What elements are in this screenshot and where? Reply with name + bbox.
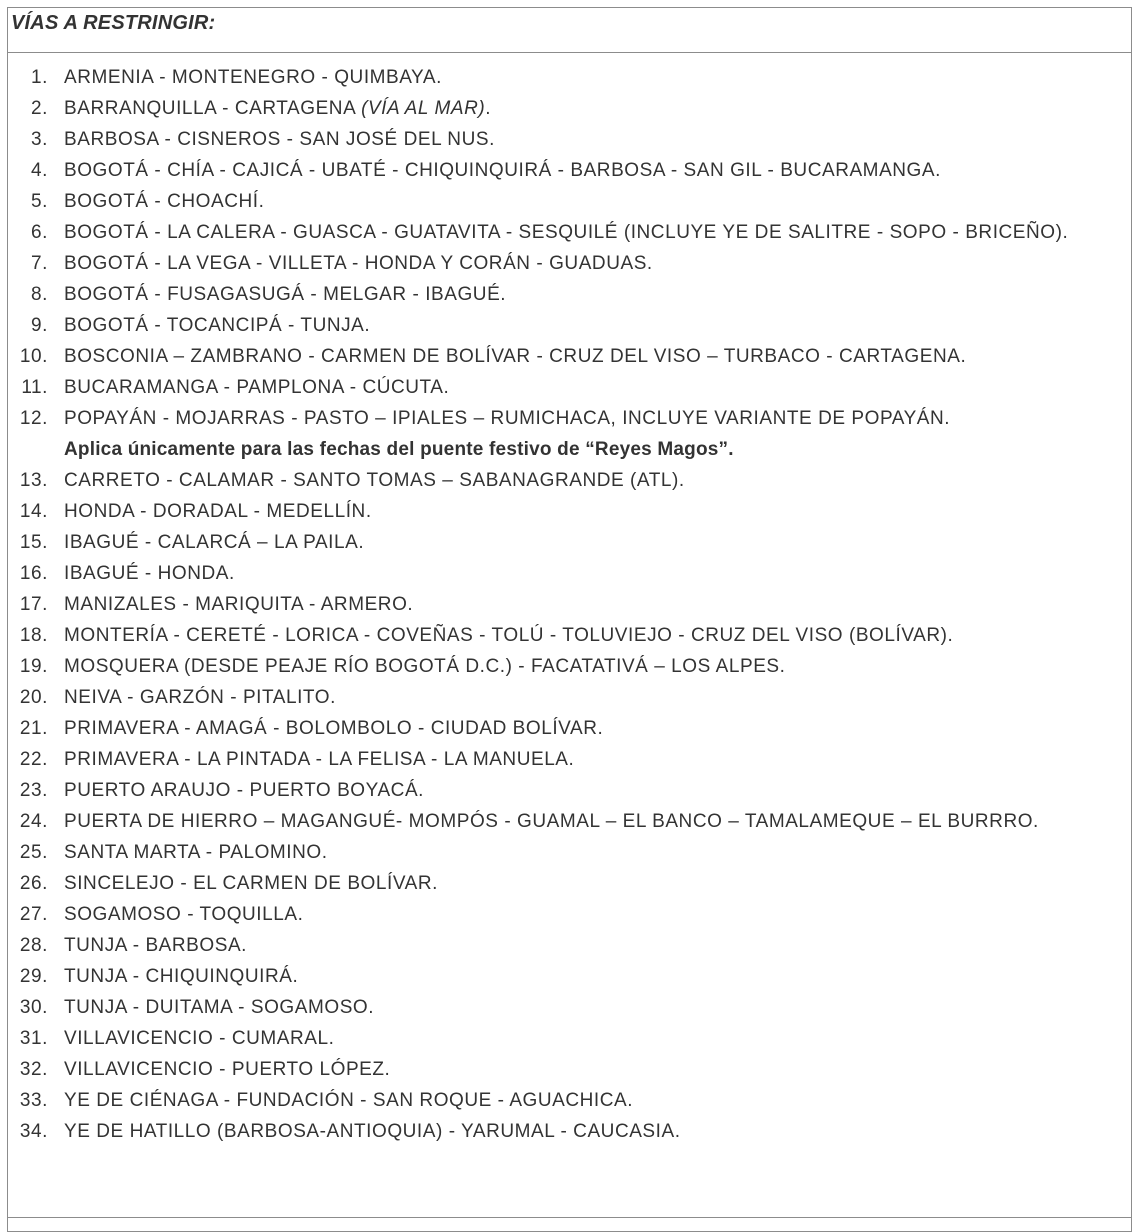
table-title: VÍAS A RESTRINGIR: — [11, 12, 216, 34]
list-item — [8, 806, 1131, 837]
list-item — [8, 620, 1131, 651]
list-item — [8, 372, 1131, 403]
route-list — [8, 62, 1131, 1147]
list-item — [8, 837, 1131, 868]
list-item — [8, 589, 1131, 620]
route-text-end: . — [485, 98, 492, 119]
route-text: VILLAVICENCIO - CUMARAL. — [64, 1028, 335, 1049]
list-item — [8, 93, 1131, 124]
route-text: PUERTO ARAUJO - PUERTO BOYACÁ. — [64, 780, 424, 801]
item-number: 3. — [31, 129, 48, 150]
item-number: 27. — [19, 904, 48, 925]
route-text: SANTA MARTA - PALOMINO. — [64, 842, 328, 863]
route-text: MONTERÍA - CERETÉ - LORICA - COVEÑAS - TOLÚ - TOLUVIEJO - CRUZ DEL VISO (BOLÍVAR). — [64, 625, 954, 646]
item-number: 34. — [19, 1121, 48, 1142]
item-number: 4. — [31, 160, 48, 181]
item-number: 19. — [19, 656, 48, 677]
route-text: NEIVA - GARZÓN - PITALITO. — [64, 687, 336, 708]
item-number: 23. — [19, 780, 48, 801]
item-number: 7. — [31, 253, 48, 274]
route-text: BUCARAMANGA - PAMPLONA - CÚCUTA. — [64, 377, 450, 398]
item-number: 31. — [19, 1028, 48, 1049]
list-item — [8, 62, 1131, 93]
item-number: 12. — [19, 408, 48, 429]
item-number: 8. — [31, 284, 48, 305]
item-number: 21. — [19, 718, 48, 739]
list-item — [8, 403, 1131, 465]
item-number: 18. — [19, 625, 48, 646]
item-number: 14. — [19, 501, 48, 522]
route-text: BOSCONIA – ZAMBRANO - CARMEN DE BOLÍVAR - CRUZ DEL VISO – TURBACO - CARTAGENA. — [64, 346, 967, 367]
list-item — [8, 279, 1131, 310]
item-number: 11. — [21, 377, 48, 398]
item-number: 30. — [19, 997, 48, 1018]
item-number: 15. — [19, 532, 48, 553]
list-item — [8, 775, 1131, 806]
route-text: SINCELEJO - EL CARMEN DE BOLÍVAR. — [64, 873, 438, 894]
table-divider — [8, 1217, 1131, 1218]
route-text: SOGAMOSO - TOQUILLA. — [64, 904, 304, 925]
item-number: 13. — [19, 470, 48, 491]
item-number: 26. — [19, 873, 48, 894]
list-item — [8, 465, 1131, 496]
route-text: BARBOSA - CISNEROS - SAN JOSÉ DEL NUS. — [64, 129, 495, 150]
list-item — [8, 496, 1131, 527]
route-text: PRIMAVERA - LA PINTADA - LA FELISA - LA MANUELA. — [64, 749, 575, 770]
item-number: 33. — [19, 1090, 48, 1111]
route-text: YE DE CIÉNAGA - FUNDACIÓN - SAN ROQUE - AGUACHICA. — [64, 1090, 634, 1111]
list-item — [8, 186, 1131, 217]
route-text: TUNJA - DUITAMA - SOGAMOSO. — [64, 997, 375, 1018]
route-text: CARRETO - CALAMAR - SANTO TOMAS – SABANAGRANDE (ATL). — [64, 470, 685, 491]
list-item — [8, 527, 1131, 558]
list-item — [8, 744, 1131, 775]
route-note: Aplica únicamente para las fechas del puente festivo de “Reyes Magos”. — [64, 439, 734, 460]
list-item — [8, 682, 1131, 713]
list-item — [8, 930, 1131, 961]
list-item — [8, 1023, 1131, 1054]
list-item — [8, 341, 1131, 372]
route-text: VILLAVICENCIO - PUERTO LÓPEZ. — [64, 1059, 391, 1080]
route-text: ARMENIA - MONTENEGRO - QUIMBAYA. — [64, 67, 442, 88]
item-number: 20. — [19, 687, 48, 708]
item-number: 5. — [31, 191, 48, 212]
route-text: PRIMAVERA - AMAGÁ - BOLOMBOLO - CIUDAD BOLÍVAR. — [64, 718, 604, 739]
item-number: 32. — [19, 1059, 48, 1080]
item-number: 17. — [19, 594, 48, 615]
list-item — [8, 155, 1131, 186]
list-item — [8, 961, 1131, 992]
route-text: BOGOTÁ - FUSAGASUGÁ - MELGAR - IBAGUÉ. — [64, 284, 507, 305]
route-text: HONDA - DORADAL - MEDELLÍN. — [64, 501, 372, 522]
item-number: 10. — [19, 346, 48, 367]
route-text: YE DE HATILLO (BARBOSA-ANTIOQUIA) - YARUMAL - CAUCASIA. — [64, 1121, 681, 1142]
list-item — [8, 1054, 1131, 1085]
list-item — [8, 1116, 1131, 1147]
route-note-italic: (VÍA AL MAR) — [361, 98, 486, 119]
item-number: 6. — [31, 222, 48, 243]
route-text: POPAYÁN - MOJARRAS - PASTO – IPIALES – RUMICHACA, INCLUYE VARIANTE DE POPAYÁN. — [64, 408, 951, 429]
route-text: BOGOTÁ - LA VEGA - VILLETA - HONDA Y CORÁN - GUADUAS. — [64, 253, 653, 274]
route-text: PUERTA DE HIERRO – MAGANGUÉ- MOMPÓS - GUAMAL – EL BANCO – TAMALAMEQUE – EL BURRRO. — [64, 811, 1039, 832]
restricted-roads-table — [7, 7, 1132, 1232]
route-text: IBAGUÉ - HONDA. — [64, 563, 235, 584]
item-number: 28. — [19, 935, 48, 956]
table-header — [8, 8, 1131, 53]
list-item — [8, 558, 1131, 589]
item-number: 2. — [31, 98, 48, 119]
list-item — [8, 899, 1131, 930]
item-number: 25. — [19, 842, 48, 863]
route-text: TUNJA - CHIQUINQUIRÁ. — [64, 966, 299, 987]
list-item — [8, 868, 1131, 899]
route-text: BOGOTÁ - CHÍA - CAJICÁ - UBATÉ - CHIQUINQUIRÁ - BARBOSA - SAN GIL - BUCARAMANGA. — [64, 160, 941, 181]
route-text: BOGOTÁ - CHOACHÍ. — [64, 191, 265, 212]
list-item — [8, 217, 1131, 248]
route-text: TUNJA - BARBOSA. — [64, 935, 248, 956]
route-text: MANIZALES - MARIQUITA - ARMERO. — [64, 594, 414, 615]
route-text: BOGOTÁ - LA CALERA - GUASCA - GUATAVITA - SESQUILÉ (INCLUYE YE DE SALITRE - SOPO - BRICEÑO). — [64, 222, 1069, 243]
item-number: 9. — [31, 315, 48, 336]
route-text: BARRANQUILLA - CARTAGENA — [64, 98, 362, 119]
list-item — [8, 651, 1131, 682]
item-number: 1. — [31, 67, 48, 88]
item-number: 22. — [19, 749, 48, 770]
item-number: 29. — [19, 966, 48, 987]
list-item — [8, 124, 1131, 155]
item-number: 16. — [19, 563, 48, 584]
list-item — [8, 310, 1131, 341]
item-number: 24. — [19, 811, 48, 832]
list-item — [8, 248, 1131, 279]
route-text: IBAGUÉ - CALARCÁ – LA PAILA. — [64, 532, 365, 553]
list-item — [8, 992, 1131, 1023]
route-text: BOGOTÁ - TOCANCIPÁ - TUNJA. — [64, 315, 371, 336]
route-text: MOSQUERA (DESDE PEAJE RÍO BOGOTÁ D.C.) - FACATATIVÁ – LOS ALPES. — [64, 656, 786, 677]
list-item — [8, 1085, 1131, 1116]
list-item — [8, 713, 1131, 744]
